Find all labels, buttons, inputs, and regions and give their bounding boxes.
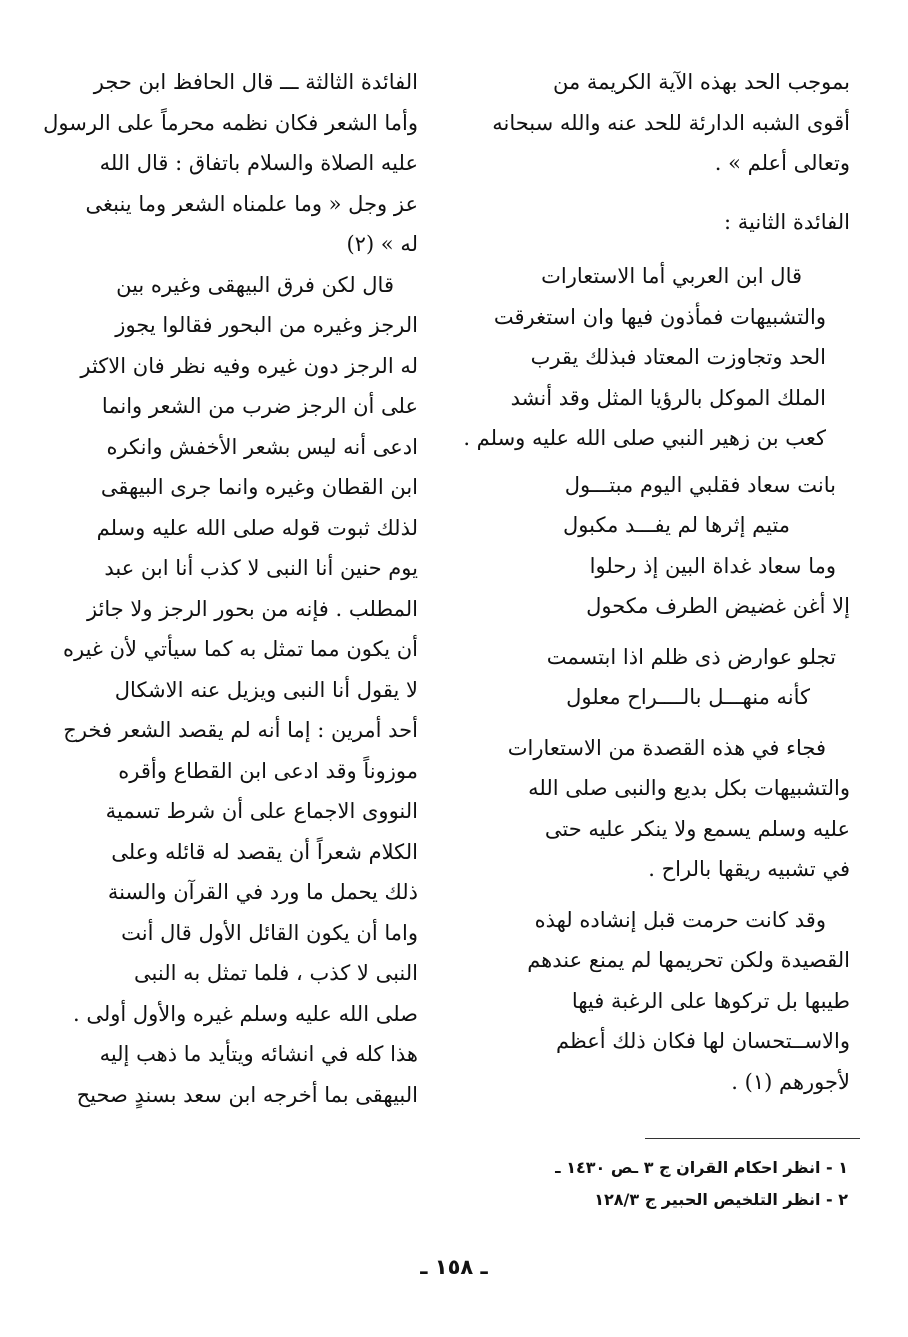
text-line: أحد أمرين : إما أنه لم يقصد الشعر فخرج <box>63 718 418 742</box>
poem-verse: كأنه منهـــل بالــــراح معلول <box>566 685 810 709</box>
footnotes <box>368 1152 848 1216</box>
text-line: ذلك يحمل ما ورد في القرآن والسنة <box>107 880 418 904</box>
text-line: والاســتحسان لها فكان ذلك أعظم <box>556 1029 850 1053</box>
poem-verse: بانت سعاد فقلبي اليوم مبتـــول <box>564 472 836 497</box>
text-line: النبى لا كذب ، فلما تمثل به النبى <box>134 961 418 985</box>
footnote-divider <box>645 1138 860 1139</box>
text-line: ادعى أنه ليس بشعر الأخفش وانكره <box>106 434 418 459</box>
paragraph <box>492 62 850 184</box>
poem-stanza <box>498 465 850 627</box>
text-line: أن يكون مما تمثل به كما سيأتي لأن غيره <box>62 637 418 661</box>
text-line: ابن القطان وغيره وانما جرى البيهقى <box>100 475 418 499</box>
poem-verse: إلا أغن غضيض الطرف مكحول <box>586 594 850 618</box>
text-line: عليه وسلم يسمع ولا ينكر عليه حتى <box>544 816 850 841</box>
text-line: وقد كانت حرمت قبل إنشاده لهذه <box>534 907 826 932</box>
poem-verse: متيم إثرها لم يفـــد مكبول <box>563 513 790 537</box>
text-line: البيهقى بما أخرجه ابن سعد بسندٍ صحيح <box>76 1082 418 1107</box>
text-line: هذا كله في انشائه ويتأيد ما ذهب إليه <box>99 1042 418 1066</box>
text-line: واما أن يكون القائل الأول قال أنت <box>121 920 418 945</box>
paragraph <box>498 728 850 890</box>
text-line: لذلك ثبوت قوله صلى الله عليه وسلم <box>96 515 418 540</box>
text-line: وتعالى أعلم » . <box>714 151 850 175</box>
text-line: لا يقول أنا النبى ويزيل عنه الاشكال <box>114 677 418 702</box>
text-line: الفائدة الثالثة ـــ قال الحافظ ابن حجر <box>93 70 418 94</box>
text-line: لأجورهم (١) . <box>731 1069 850 1094</box>
paragraph <box>463 256 850 459</box>
text-line: أقوى الشبه الدارئة للحد عنه والله سبحانه <box>492 110 850 135</box>
paragraph <box>43 62 418 265</box>
poem-stanza <box>498 637 850 718</box>
poem-verse: تجلو عوارض ذى ظلم اذا ابتسمت <box>546 644 836 669</box>
text-line: صلى الله عليه وسلم غيره والأول أولى . <box>72 1001 418 1026</box>
text-line: موزوناً وقد ادعى ابن القطاع وأقره <box>118 758 418 783</box>
text-line: فجاء في هذه القصدة من الاستعارات <box>507 735 826 760</box>
text-line: المطلب . فإنه من بحور الرجز ولا جائز <box>86 596 418 621</box>
text-line: الملك الموكل بالرؤيا المثل وقد أنشد <box>510 385 826 410</box>
text-line: له الرجز دون غيره وفيه نظر فان الاكثر <box>80 353 418 378</box>
text-line: قال لكن فرق البيهقى وغيره بين <box>116 272 394 297</box>
text-line: وأما الشعر فكان نظمه محرماً على الرسول <box>43 110 418 135</box>
poem-verse: وما سعاد غداة البين إذ رحلوا <box>589 553 836 578</box>
text-line: على أن الرجز ضرب من الشعر وانما <box>101 394 418 418</box>
text-line: له » (٢) <box>346 232 418 256</box>
right-column <box>463 62 850 1102</box>
text-line: النووى الاجماع على أن شرط تسمية <box>105 799 418 823</box>
footnote: ٢ - انظر التلخيص الحبير ج ١٢٨/٣ <box>594 1190 848 1209</box>
text-line: في تشبيه ريقها بالراح . <box>648 857 850 881</box>
section-heading: الفائدة الثانية : <box>724 209 850 234</box>
text-line: القصيدة ولكن تحريمها لم يمنع عندهم <box>527 948 850 972</box>
paragraph <box>62 265 418 1116</box>
paragraph <box>498 900 850 1103</box>
text-line: الرجز وغيره من البحور فقالوا يجوز <box>115 313 418 337</box>
text-line: عز وجل « وما علمناه الشعر وما ينبغى <box>85 191 418 216</box>
footnote: ١ - انظر احكام القران ج ٣ ـص ١٤٣٠ ـ <box>555 1158 848 1177</box>
text-line: بموجب الحد بهذه الآية الكريمة من <box>553 70 850 94</box>
text-line: قال ابن العربي أما الاستعارات <box>541 264 802 288</box>
text-line: والتشبيهات فمأذون فيها وان استغرقت <box>493 304 826 329</box>
text-line: عليه الصلاة والسلام باتفاق : قال الله <box>99 151 418 175</box>
left-column <box>43 62 418 1115</box>
text-line: الكلام شعراً أن يقصد له قائله وعلى <box>111 839 418 864</box>
text-line: والتشبيهات بكل بديع والنبى صلى الله <box>528 776 850 800</box>
text-line: يوم حنين أنا النبى لا كذب أنا ابن عبد <box>104 556 418 580</box>
page-number: ـ ١٥٨ ـ <box>420 1255 488 1279</box>
text-line: كعب بن زهير النبي صلى الله عليه وسلم . <box>463 426 826 450</box>
text-line: طيبها بل تركوها على الرغبة فيها <box>571 988 850 1013</box>
text-line: الحد وتجاوزت المعتاد فبذلك يقرب <box>530 345 826 369</box>
